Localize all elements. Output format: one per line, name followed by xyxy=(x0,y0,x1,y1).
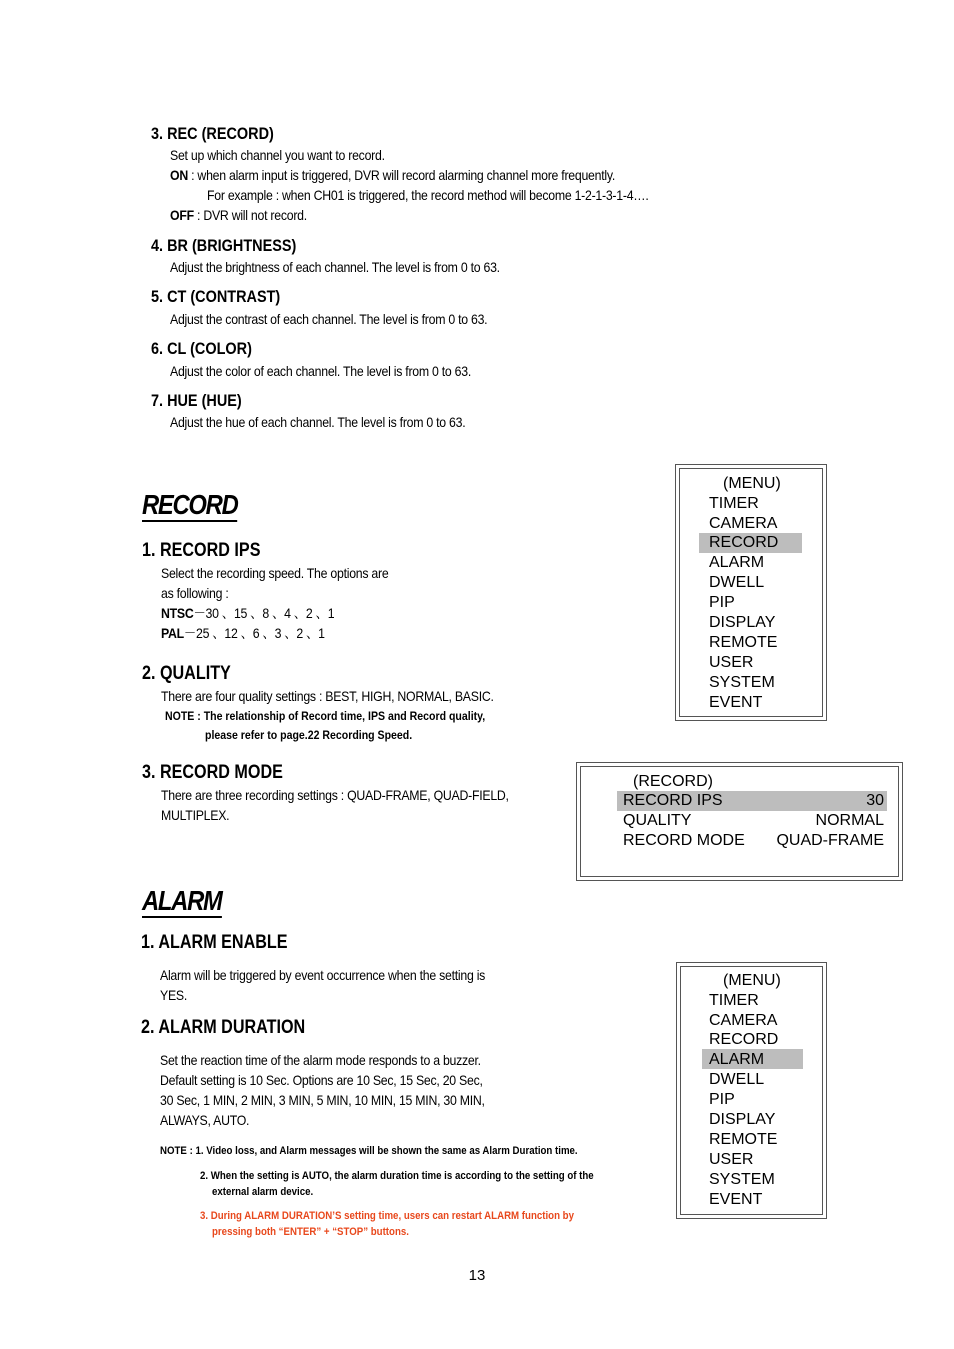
ct-desc: Adjust the contrast of each channel. The level is from 0 to 63. xyxy=(170,311,488,327)
alarm-duration-line4: ALWAYS, AUTO. xyxy=(160,1112,250,1128)
record-ips-line1: Select the recording speed. The options are xyxy=(161,565,389,581)
menu-item-display[interactable]: DISPLAY xyxy=(709,1111,776,1128)
record-ips-pal xyxy=(161,623,325,643)
alarm-enable-line1: Alarm will be triggered by event occurrence when the setting is xyxy=(160,967,486,983)
menu-item-event[interactable]: EVENT xyxy=(709,1191,763,1208)
menu-panel-alarm xyxy=(676,962,827,1219)
alarm-note-2b: external alarm device. xyxy=(212,1186,314,1198)
menu-item-system[interactable]: SYSTEM xyxy=(709,674,775,691)
record-mode-line2: MULTIPLEX. xyxy=(161,807,230,823)
alarm-heading: ALARM xyxy=(142,885,222,916)
hue-title: 7. HUE (HUE) xyxy=(151,391,242,410)
menu-item-alarm[interactable]: ALARM xyxy=(709,1051,765,1068)
record-heading: RECORD xyxy=(142,489,238,520)
alarm-note-1: NOTE : 1. Video loss, and Alarm messages will be shown the same as Alarm Duration time. xyxy=(160,1145,578,1157)
record-submenu-panel xyxy=(576,762,903,881)
record-ips-ntsc xyxy=(161,603,334,623)
alarm-note-2a: 2. When the setting is AUTO, the alarm duration time is according to the setting of the xyxy=(200,1170,594,1182)
menu-item-timer[interactable]: TIMER xyxy=(709,992,759,1009)
rec-title: 3. REC (RECORD) xyxy=(151,124,274,143)
alarm-enable-line2: YES. xyxy=(160,987,188,1003)
menu-item-pip[interactable]: PIP xyxy=(709,594,735,611)
record-mode-label[interactable]: RECORD MODE xyxy=(623,832,745,849)
alarm-duration-line3: 30 Sec, 1 MIN, 2 MIN, 3 MIN, 5 MIN, 10 MIN, 15 MIN, 30 MIN, xyxy=(160,1092,485,1108)
alarm-duration-line2: Default setting is 10 Sec. Options are 10 Sec, 15 Sec, 20 Sec, xyxy=(160,1072,483,1088)
record-ips-title: 1. RECORD IPS xyxy=(142,540,261,561)
menu-item-remote[interactable]: REMOTE xyxy=(709,634,778,651)
alarm-duration-line1: Set the reaction time of the alarm mode responds to a buzzer. xyxy=(160,1052,481,1068)
menu-item-event[interactable]: EVENT xyxy=(709,694,763,711)
record-mode-title: 3. RECORD MODE xyxy=(142,762,283,783)
menu-item-camera[interactable]: CAMERA xyxy=(709,515,778,532)
quality-title: 2. QUALITY xyxy=(142,663,231,684)
br-title: 4. BR (BRIGHTNESS) xyxy=(151,236,297,255)
menu-item-user[interactable]: USER xyxy=(709,654,754,671)
menu-title: (MENU) xyxy=(723,972,781,989)
record-mode-line1: There are three recording settings : QUAD-FRAME, QUAD-FIELD, xyxy=(161,787,509,803)
menu-item-camera[interactable]: CAMERA xyxy=(709,1012,778,1029)
alarm-note-3b: pressing both “ENTER” + “STOP” buttons. xyxy=(212,1226,409,1238)
record-ips-line2: as following : xyxy=(161,585,229,601)
pal-values: －25 、12 、6 、3 、2 、1 xyxy=(183,625,325,641)
quality-desc: There are four quality settings : BEST, HIGH, NORMAL, BASIC. xyxy=(161,688,494,704)
off-label: OFF xyxy=(170,207,194,223)
cl-desc: Adjust the color of each channel. The level is from 0 to 63. xyxy=(170,363,472,379)
record-submenu-title: (RECORD) xyxy=(633,773,713,790)
menu-item-system[interactable]: SYSTEM xyxy=(709,1171,775,1188)
ntsc-label: NTSC xyxy=(161,605,194,621)
menu-item-dwell[interactable]: DWELL xyxy=(709,574,765,591)
rec-on-line xyxy=(170,165,615,185)
ntsc-values: －30 、15 、8 、4 、2 、1 xyxy=(193,605,335,621)
rec-desc: Set up which channel you want to record. xyxy=(170,147,385,163)
record-ips-label[interactable]: RECORD IPS xyxy=(623,792,723,809)
menu-item-dwell[interactable]: DWELL xyxy=(709,1071,765,1088)
on-text: : when alarm input is triggered, DVR will record alarming channel more frequently. xyxy=(187,167,616,183)
rec-off-line xyxy=(170,205,307,225)
record-ips-value[interactable]: 30 xyxy=(866,792,884,809)
alarm-duration-title: 2. ALARM DURATION xyxy=(141,1017,306,1038)
page-number: 13 xyxy=(468,1267,486,1284)
rec-on-example: For example : when CH01 is triggered, the record method will become 1-2-1-3-1-4…. xyxy=(207,187,649,203)
quality-value[interactable]: NORMAL xyxy=(815,812,884,829)
pal-label: PAL xyxy=(161,625,184,641)
on-label: ON xyxy=(170,167,188,183)
alarm-note-3a: 3. During ALARM DURATION’S setting time, users can restart ALARM function by xyxy=(200,1210,574,1222)
menu-item-pip[interactable]: PIP xyxy=(709,1091,735,1108)
alarm-enable-title: 1. ALARM ENABLE xyxy=(141,932,288,953)
ct-title: 5. CT (CONTRAST) xyxy=(151,287,281,306)
br-desc: Adjust the brightness of each channel. The level is from 0 to 63. xyxy=(170,259,500,275)
menu-item-user[interactable]: USER xyxy=(709,1151,754,1168)
menu-title: (MENU) xyxy=(723,475,781,492)
quality-note-line1: NOTE : The relationship of Record time, IPS and Record quality, xyxy=(165,709,486,723)
menu-item-display[interactable]: DISPLAY xyxy=(709,614,776,631)
cl-title: 6. CL (COLOR) xyxy=(151,339,252,358)
quality-label[interactable]: QUALITY xyxy=(623,812,692,829)
menu-panel-record xyxy=(675,464,827,721)
menu-item-record[interactable]: RECORD xyxy=(709,1031,779,1048)
record-mode-value[interactable]: QUAD-FRAME xyxy=(776,832,884,849)
hue-desc: Adjust the hue of each channel. The level is from 0 to 63. xyxy=(170,414,466,430)
menu-item-remote[interactable]: REMOTE xyxy=(709,1131,778,1148)
off-text: : DVR will not record. xyxy=(193,207,307,223)
menu-item-timer[interactable]: TIMER xyxy=(709,495,759,512)
menu-item-alarm[interactable]: ALARM xyxy=(709,554,765,571)
menu-item-record[interactable]: RECORD xyxy=(709,534,779,551)
quality-note-line2: please refer to page.22 Recording Speed. xyxy=(205,728,413,742)
